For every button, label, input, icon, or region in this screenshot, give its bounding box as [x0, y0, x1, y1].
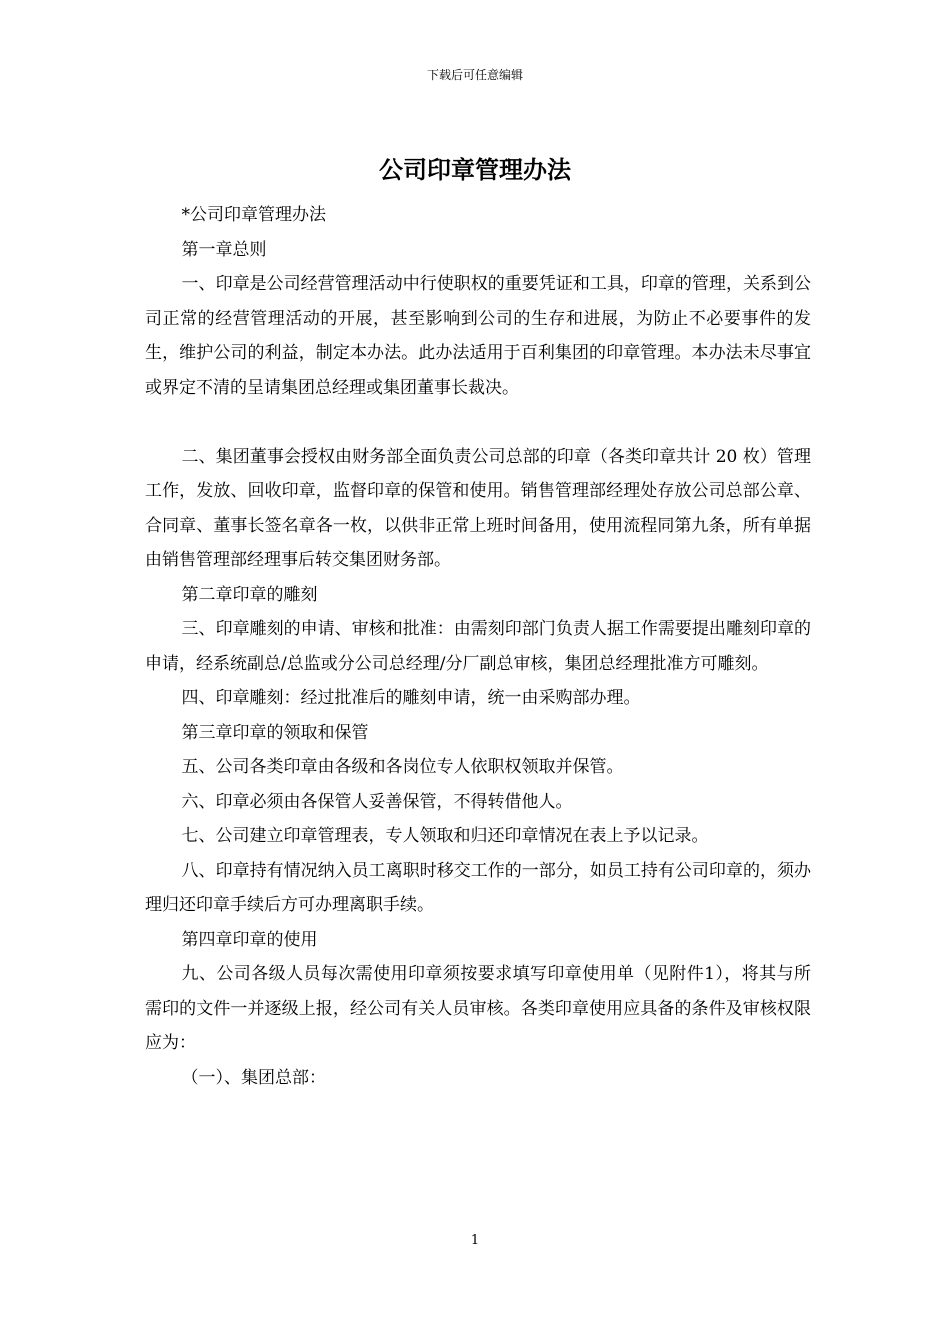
header-note: 下载后可任意编辑 [426, 68, 523, 82]
article-4-paragraph: 四、印章雕刻：经过批准后的雕刻申请，统一由采购部办理。 [181, 688, 641, 708]
section-headquarters-heading: （一）、集团总部： [181, 1067, 327, 1088]
paragraph-subtitle: *公司印章管理办法 [181, 205, 327, 225]
article-8-paragraph: 八、印章持有情况纳入员工离职时移交工作的一部分，如员工持有公司印章的，须办理归还印章手续后方可办理离职手续。 [145, 860, 811, 915]
document-title: 公司印章管理办法 [379, 155, 571, 184]
chapter-3-heading: 第三章印章的领取和保管 [181, 722, 369, 743]
article-9-paragraph: 九、公司各级人员每次需使用印章须按要求填写印章使用单（见附件1），将其与所需印的文件一并逐级上报，经公司有关人员审核。各类印章使用应具备的条件及审核权限应为： [145, 964, 811, 1053]
chapter-2-heading: 第二章印章的雕刻 [181, 584, 318, 605]
article-7-paragraph: 七、公司建立印章管理表，专人领取和归还印章情况在表上予以记录。 [181, 826, 709, 846]
article-5-paragraph: 五、公司各类印章由各级和各岗位专人依职权领取并保管。 [181, 757, 624, 777]
article-6-paragraph: 六、印章必须由各保管人妥善保管，不得转借他人。 [181, 791, 573, 812]
chapter-1-heading: 第一章总则 [181, 239, 267, 260]
document-body [145, 198, 811, 1095]
page-number: 1 [470, 1233, 480, 1248]
chapter-4-heading: 第四章印章的使用 [181, 929, 318, 950]
paragraph-spacer [145, 405, 811, 440]
article-1-paragraph: 一、印章是公司经营管理活动中行使职权的重要凭证和工具，印章的管理，关系到公司正常的经营管理活动的开展，甚至影响到公司的生存和进展，为防止不必要事件的发生，维护公司的利益，制定本办法。此办法适用于百利集团的印章管理。本办法未尽事宜或界定不清的呈请集团总经理或集团董事长裁决。 [145, 274, 811, 398]
article-2-paragraph: 二、集团董事会授权由财务部全面负责公司总部的印章（各类印章共计 20 枚）管理工作，发放、回收印章，监督印章的保管和使用。销售管理部经理处存放公司总部公章、合同章、董事长签名章各一枚，以供非正常上班时间备用，使用流程同第九条，所有单据由销售管理部经理事后转交集团财务部。 [145, 446, 811, 570]
article-3-paragraph: 三、印章雕刻的申请、审核和批准：由需刻印部门负责人据工作需要提出雕刻印章的申请，经系统副总/总监或分公司总经理/分厂副总审核，集团总经理批准方可雕刻。 [145, 619, 811, 674]
